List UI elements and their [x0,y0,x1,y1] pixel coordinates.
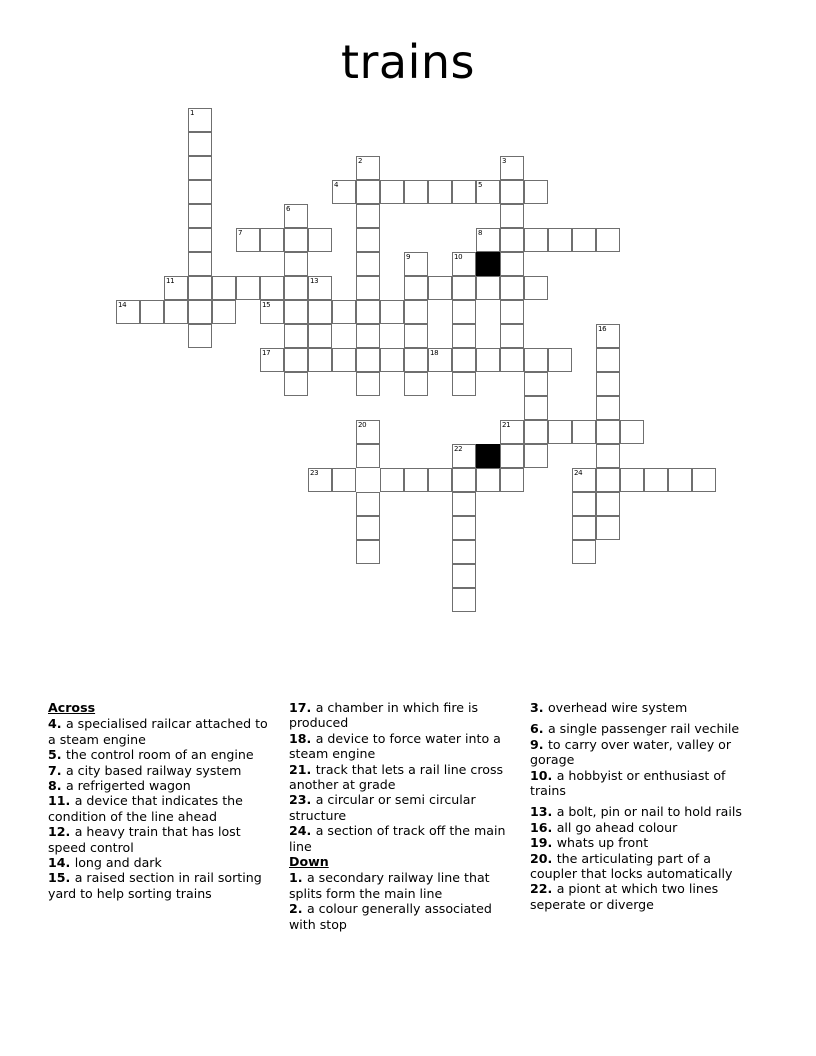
grid-cell[interactable] [380,468,404,492]
clue-item [530,700,757,715]
grid-cell[interactable] [164,276,188,300]
clue-number: 9. [530,736,548,752]
clue-text: a raised section in rail sorting yard to help sorting trains [48,870,262,901]
grid-cell[interactable] [356,204,380,228]
grid-cell[interactable] [164,300,188,324]
grid-cell[interactable] [356,300,380,324]
grid-cell[interactable] [356,252,380,276]
grid-cell[interactable] [596,396,620,420]
grid-cell[interactable] [212,276,236,300]
grid-cell[interactable] [548,228,572,252]
across-heading: Across [48,700,96,715]
clue-number: 12. [48,824,75,840]
grid-cell[interactable] [404,180,428,204]
grid-cell[interactable] [404,300,428,324]
clue-item [48,778,275,793]
grid-cell[interactable] [380,348,404,372]
grid-cell[interactable] [356,516,380,540]
clue-item [289,762,516,793]
grid-cell[interactable] [212,300,236,324]
grid-cell[interactable] [476,276,500,300]
clue-item [530,851,757,882]
clues-column-3 [530,700,771,980]
grid-cell[interactable] [332,468,356,492]
clue-item [48,793,275,824]
grid-cell[interactable] [404,468,428,492]
clue-text: whats up front [556,835,649,851]
grid-cell[interactable] [572,420,596,444]
clues-column-1 [48,700,289,980]
grid-cell[interactable] [188,252,212,276]
grid-cell[interactable] [596,420,620,444]
cell-number: 11 [166,277,175,285]
cell-number: 23 [310,469,319,477]
grid-cell[interactable] [452,588,476,612]
grid-cell[interactable] [404,252,428,276]
clue-item [530,721,757,736]
clue-number: 21. [289,761,316,777]
grid-cell[interactable] [380,180,404,204]
grid-cell[interactable] [668,468,692,492]
grid-cell[interactable] [692,468,716,492]
grid-cell[interactable] [428,348,452,372]
grid-cell[interactable] [356,492,380,516]
grid-cell[interactable] [596,324,620,348]
grid-cell[interactable] [596,228,620,252]
grid-cell[interactable] [524,348,548,372]
clue-item [48,870,275,901]
clue-text: to carry over water, valley or gorage [530,736,732,768]
grid-cell[interactable] [572,516,596,540]
grid-cell[interactable] [236,276,260,300]
grid-cell[interactable] [548,420,572,444]
grid-cell[interactable] [452,444,476,468]
grid-cell[interactable] [452,276,476,300]
grid-cell[interactable] [260,300,284,324]
clue-item [530,835,757,850]
clue-number: 1. [289,870,307,886]
grid-cell[interactable] [596,348,620,372]
clue-number: 7. [48,762,66,778]
cell-number: 20 [358,421,367,429]
grid-cell[interactable] [188,108,212,132]
cell-number: 7 [238,229,243,237]
grid-cell[interactable] [452,252,476,276]
clue-text: a heavy train that has lost speed control [48,824,241,855]
grid-cell[interactable] [524,276,548,300]
grid-cell[interactable] [188,156,212,180]
grid-cell[interactable] [284,300,308,324]
clue-number: 19. [530,835,557,851]
grid-cell[interactable] [620,468,644,492]
clue-text: the control room of an engine [65,747,254,763]
clue-number: 16. [530,819,557,835]
cell-number: 16 [598,325,607,333]
clue-item [48,763,275,778]
cell-number: 9 [406,253,411,261]
clue-text: a bolt, pin or nail to hold rails [556,804,742,820]
grid-cell[interactable] [452,540,476,564]
grid-cell[interactable] [596,516,620,540]
grid-cell[interactable] [188,180,212,204]
cell-number: 15 [262,301,271,309]
grid-cell[interactable] [452,564,476,588]
grid-cell[interactable] [452,468,476,492]
grid-cell[interactable] [524,180,548,204]
clue-item [530,737,757,768]
grid-cell[interactable] [356,156,380,180]
grid-cell[interactable] [500,348,524,372]
clue-item [289,731,516,762]
grid-cell[interactable] [404,372,428,396]
clue-number: 10. [530,767,557,783]
grid-cell[interactable] [356,180,380,204]
grid-cell[interactable] [356,348,380,372]
cell-number: 10 [454,253,463,261]
clue-text: a city based railway system [65,762,242,778]
grid-cell[interactable] [428,180,452,204]
clue-number: 24. [289,823,316,839]
grid-cell[interactable] [476,228,500,252]
grid-cell[interactable] [356,372,380,396]
grid-cell[interactable] [356,276,380,300]
cell-number: 14 [118,301,127,309]
grid-cell[interactable] [188,132,212,156]
clue-item [530,820,757,835]
grid-cell[interactable] [452,180,476,204]
grid-cell[interactable] [332,348,356,372]
grid-cell[interactable] [476,348,500,372]
grid-cell[interactable] [500,156,524,180]
clue-item [289,792,516,823]
grid-cell[interactable] [260,276,284,300]
grid-cell[interactable] [188,228,212,252]
grid-cell[interactable] [284,348,308,372]
clue-text: a single passenger rail vechile [547,721,740,737]
grid-cell[interactable] [188,324,212,348]
cell-number: 1 [190,109,195,117]
clue-text: a piont at which two lines seperate or diverge [530,881,719,912]
grid-cell[interactable] [524,396,548,420]
grid-cell[interactable] [428,468,452,492]
grid-cell[interactable] [356,444,380,468]
cell-number: 21 [502,421,511,429]
grid-cell[interactable] [452,300,476,324]
clue-number: 13. [530,804,557,820]
grid-cell[interactable] [500,420,524,444]
clue-item [530,804,757,819]
clues-column-2 [289,700,530,980]
grid-cell[interactable] [356,420,380,444]
grid-cell[interactable] [428,276,452,300]
grid-cell[interactable] [260,228,284,252]
clue-item [48,747,275,762]
grid-cell[interactable] [548,348,572,372]
clue-text: a device that indicates the condition of the line ahead [48,793,243,824]
grid-cell[interactable] [476,180,500,204]
clue-text: all go ahead colour [556,819,678,835]
grid-cell[interactable] [356,228,380,252]
cell-number: 17 [262,349,271,357]
clue-number: 5. [48,747,66,763]
clue-item [289,823,516,854]
grid-cell[interactable] [572,228,596,252]
grid-cell[interactable] [524,420,548,444]
grid-cell[interactable] [284,252,308,276]
clue-number: 2. [289,901,307,917]
clue-text: track that lets a rail line cross another at grade [289,761,504,793]
grid-cell[interactable] [452,348,476,372]
cell-number: 4 [334,181,339,189]
grid-cell[interactable] [500,276,524,300]
grid-cell[interactable] [524,444,548,468]
grid-cell[interactable] [284,204,308,228]
cell-number: 6 [286,205,291,213]
clue-item [530,768,757,799]
clue-item [530,881,757,912]
grid-cell[interactable] [308,228,332,252]
grid-cell-blocked [476,444,500,468]
grid-cell[interactable] [308,324,332,348]
grid-cell[interactable] [524,372,548,396]
clue-text: a specialised railcar attached to a steam engine [48,716,268,747]
grid-cell[interactable] [500,228,524,252]
grid-cell-blocked [476,252,500,276]
grid-cell[interactable] [644,468,668,492]
grid-cell[interactable] [380,300,404,324]
clue-number: 23. [289,792,316,808]
grid-cell[interactable] [308,276,332,300]
grid-cell[interactable] [188,276,212,300]
cell-number: 13 [310,277,319,285]
clue-item [289,901,516,932]
clue-number: 17. [289,700,316,715]
grid-cell[interactable] [284,228,308,252]
grid-cell[interactable] [476,468,500,492]
grid-cell[interactable] [284,372,308,396]
grid-cell[interactable] [452,372,476,396]
grid-cell[interactable] [452,324,476,348]
grid-cell[interactable] [452,516,476,540]
grid-cell[interactable] [596,372,620,396]
grid-cell[interactable] [260,348,284,372]
cell-number: 3 [502,157,507,165]
cell-number: 18 [430,349,439,357]
grid-cell[interactable] [500,444,524,468]
cell-number: 24 [574,469,583,477]
clue-number: 8. [48,778,66,794]
clue-number: 22. [530,881,557,897]
grid-cell[interactable] [500,204,524,228]
grid-cell[interactable] [404,276,428,300]
cell-number: 8 [478,229,483,237]
clue-text: a secondary railway line that splits form the main line [289,870,490,901]
clue-text: the articulating part of a coupler that locks automatically [530,850,733,882]
clue-number: 4. [48,716,66,732]
clue-item [48,824,275,855]
grid-cell[interactable] [500,300,524,324]
clue-text: a colour generally associated with stop [289,901,492,932]
grid-cell[interactable] [356,540,380,564]
cell-number: 22 [454,445,463,453]
clue-text: a circular or semi circular structure [289,792,476,823]
clue-text: overhead wire system [547,700,688,715]
clue-number: 6. [530,721,548,737]
grid-cell[interactable] [500,324,524,348]
down-heading: Down [289,854,329,870]
clue-item [48,716,275,747]
clue-text: a chamber in which fire is produced [289,700,479,731]
clue-text: long and dark [74,855,162,871]
clue-number: 11. [48,793,75,809]
clue-number: 15. [48,870,75,886]
grid-cell[interactable] [452,492,476,516]
grid-cell[interactable] [308,468,332,492]
grid-cell[interactable] [284,324,308,348]
clue-item [48,855,275,870]
page-title: trains [340,35,476,89]
grid-cell[interactable] [236,228,260,252]
grid-cell[interactable] [284,276,308,300]
grid-cell[interactable] [404,324,428,348]
grid-cell[interactable] [572,540,596,564]
grid-cell[interactable] [188,204,212,228]
grid-cell[interactable] [308,300,332,324]
clue-text: a hobbyist or enthusiast of trains [530,767,726,799]
clue-item [289,870,516,901]
grid-cell[interactable] [500,180,524,204]
grid-cell[interactable] [332,180,356,204]
grid-cell[interactable] [596,444,620,468]
clue-text: a section of track off the main line [289,823,506,854]
clue-number: 18. [289,730,316,746]
grid-cell[interactable] [620,420,644,444]
grid-cell[interactable] [596,468,620,492]
grid-cell[interactable] [140,300,164,324]
cell-number: 5 [478,181,483,189]
grid-cell[interactable] [572,492,596,516]
clue-number: 20. [530,850,557,866]
grid-cell[interactable] [116,300,140,324]
clue-number: 3. [530,700,548,715]
grid-cell[interactable] [596,492,620,516]
grid-cell[interactable] [332,300,356,324]
clue-text: a device to force water into a steam engine [289,730,501,762]
clue-item [289,700,516,731]
grid-cell[interactable] [188,300,212,324]
cell-number: 2 [358,157,363,165]
clues-container [48,700,772,980]
clue-number: 14. [48,855,75,871]
grid-cell[interactable] [356,324,380,348]
grid-cell[interactable] [572,468,596,492]
grid-cell[interactable] [500,252,524,276]
clue-text: a refrigerted wagon [65,778,191,794]
grid-cell[interactable] [524,228,548,252]
grid-cell[interactable] [404,348,428,372]
grid-cell[interactable] [308,348,332,372]
grid-cell[interactable] [500,468,524,492]
